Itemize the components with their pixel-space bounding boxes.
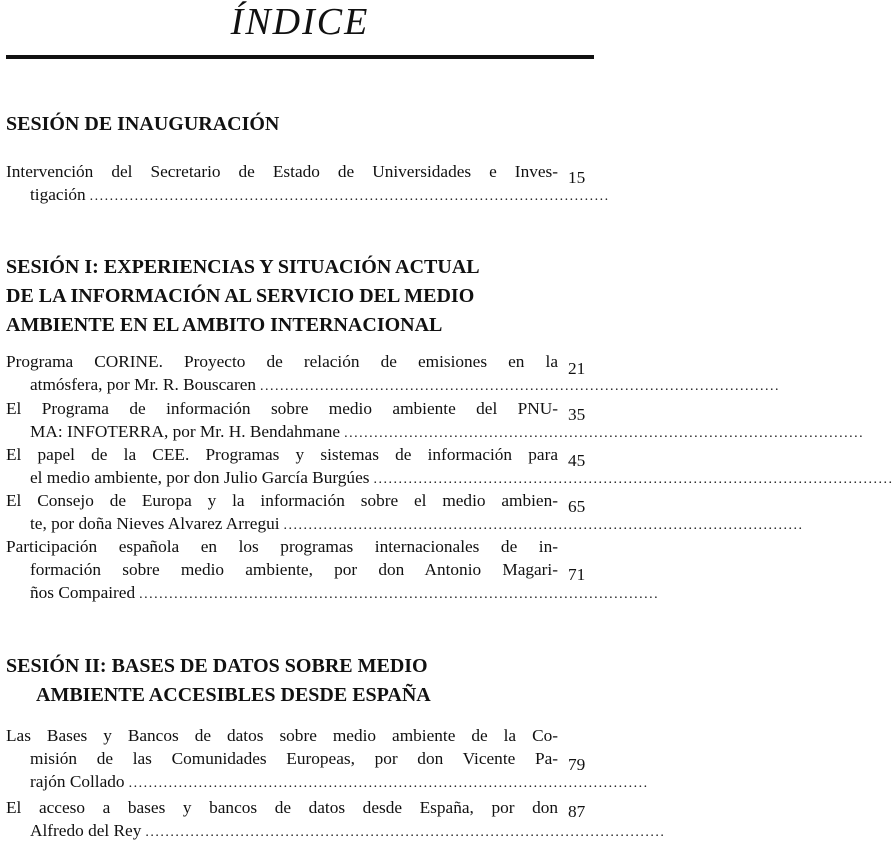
entry-line-last: Alfredo del Rey ........................................................................................................ <box>6 819 558 844</box>
page-number: 15 <box>568 168 586 187</box>
entry-line: El Programa de información sobre medio ambiente del PNU- <box>6 399 558 418</box>
section-heading-line: SESIÓN II: BASES DE DATOS SOBRE MEDIO <box>6 655 428 677</box>
page-number: 79 <box>568 755 586 774</box>
entry-line-last: MA: INFOTERRA, por Mr. H. Bendahmane ........................................................................................................ <box>6 420 558 445</box>
section-heading-sesion-1 <box>6 253 570 340</box>
title-rule <box>6 55 594 59</box>
section-heading-sesion-2 <box>6 652 570 710</box>
entry-line-last: rajón Collado ........................................................................................................ <box>6 770 558 795</box>
dot-leader: ........................................................................................................ <box>283 518 804 533</box>
dot-leader: ........................................................................................................ <box>373 472 893 487</box>
entry-line: Programa CORINE. Proyecto de relación de emisiones en la <box>6 352 558 371</box>
page-number: 21 <box>568 359 586 378</box>
dot-leader: ........................................................................................................ <box>139 587 660 602</box>
entry-line: Participación española en los programas internacionales de in- <box>6 537 558 556</box>
page-number: 35 <box>568 405 586 424</box>
page-title: ÍNDICE <box>230 1 370 43</box>
section-heading-line: SESIÓN I: EXPERIENCIAS Y SITUACIÓN ACTUAL <box>6 256 480 278</box>
entry-line-last: el medio ambiente, por don Julio García Burgúes ........................................................................................................ <box>6 466 558 491</box>
section-heading-inauguracion <box>6 110 570 139</box>
entry-line: formación sobre medio ambiente, por don Antonio Magari- <box>30 560 558 579</box>
entry-line: El papel de la CEE. Programas y sistemas de información para <box>6 445 558 464</box>
page-number: 45 <box>568 451 586 470</box>
dot-leader: ........................................................................................................ <box>89 189 610 204</box>
entry-line: Las Bases y Bancos de datos sobre medio ambiente de la Co- <box>6 726 558 745</box>
entry-line-last: te, por doña Nieves Alvarez Arregui ........................................................................................................ <box>6 512 558 537</box>
dot-leader: ........................................................................................................ <box>145 825 666 840</box>
entry-line-last: ños Compaired ........................................................................................................ <box>6 581 558 606</box>
section-heading-line: AMBIENTE ACCESIBLES DESDE ESPAÑA <box>36 684 431 706</box>
entry-line: El acceso a bases y bancos de datos desde España, por don <box>6 798 558 817</box>
page-number: 87 <box>568 802 586 821</box>
page-number: 65 <box>568 497 586 516</box>
entry-line-last: atmósfera, por Mr. R. Bouscaren ........................................................................................................ <box>6 373 558 398</box>
section-heading-line: SESIÓN DE INAUGURACIÓN <box>6 113 280 135</box>
dot-leader: ........................................................................................................ <box>260 379 781 394</box>
section-heading-line: AMBIENTE EN EL AMBITO INTERNACIONAL <box>6 314 443 336</box>
dot-leader: ........................................................................................................ <box>344 426 865 441</box>
entry-line: Intervención del Secretario de Estado de Universidades e Inves- <box>6 162 558 181</box>
section-heading-line: DE LA INFORMACIÓN AL SERVICIO DEL MEDIO <box>6 285 475 307</box>
entry-line: misión de las Comunidades Europeas, por don Vicente Pa- <box>30 749 558 768</box>
page-number: 71 <box>568 565 586 584</box>
entry-line: El Consejo de Europa y la información sobre el medio ambien- <box>6 491 558 510</box>
dot-leader: ........................................................................................................ <box>128 776 649 791</box>
entry-line-last: tigación ........................................................................................................ <box>6 183 558 208</box>
